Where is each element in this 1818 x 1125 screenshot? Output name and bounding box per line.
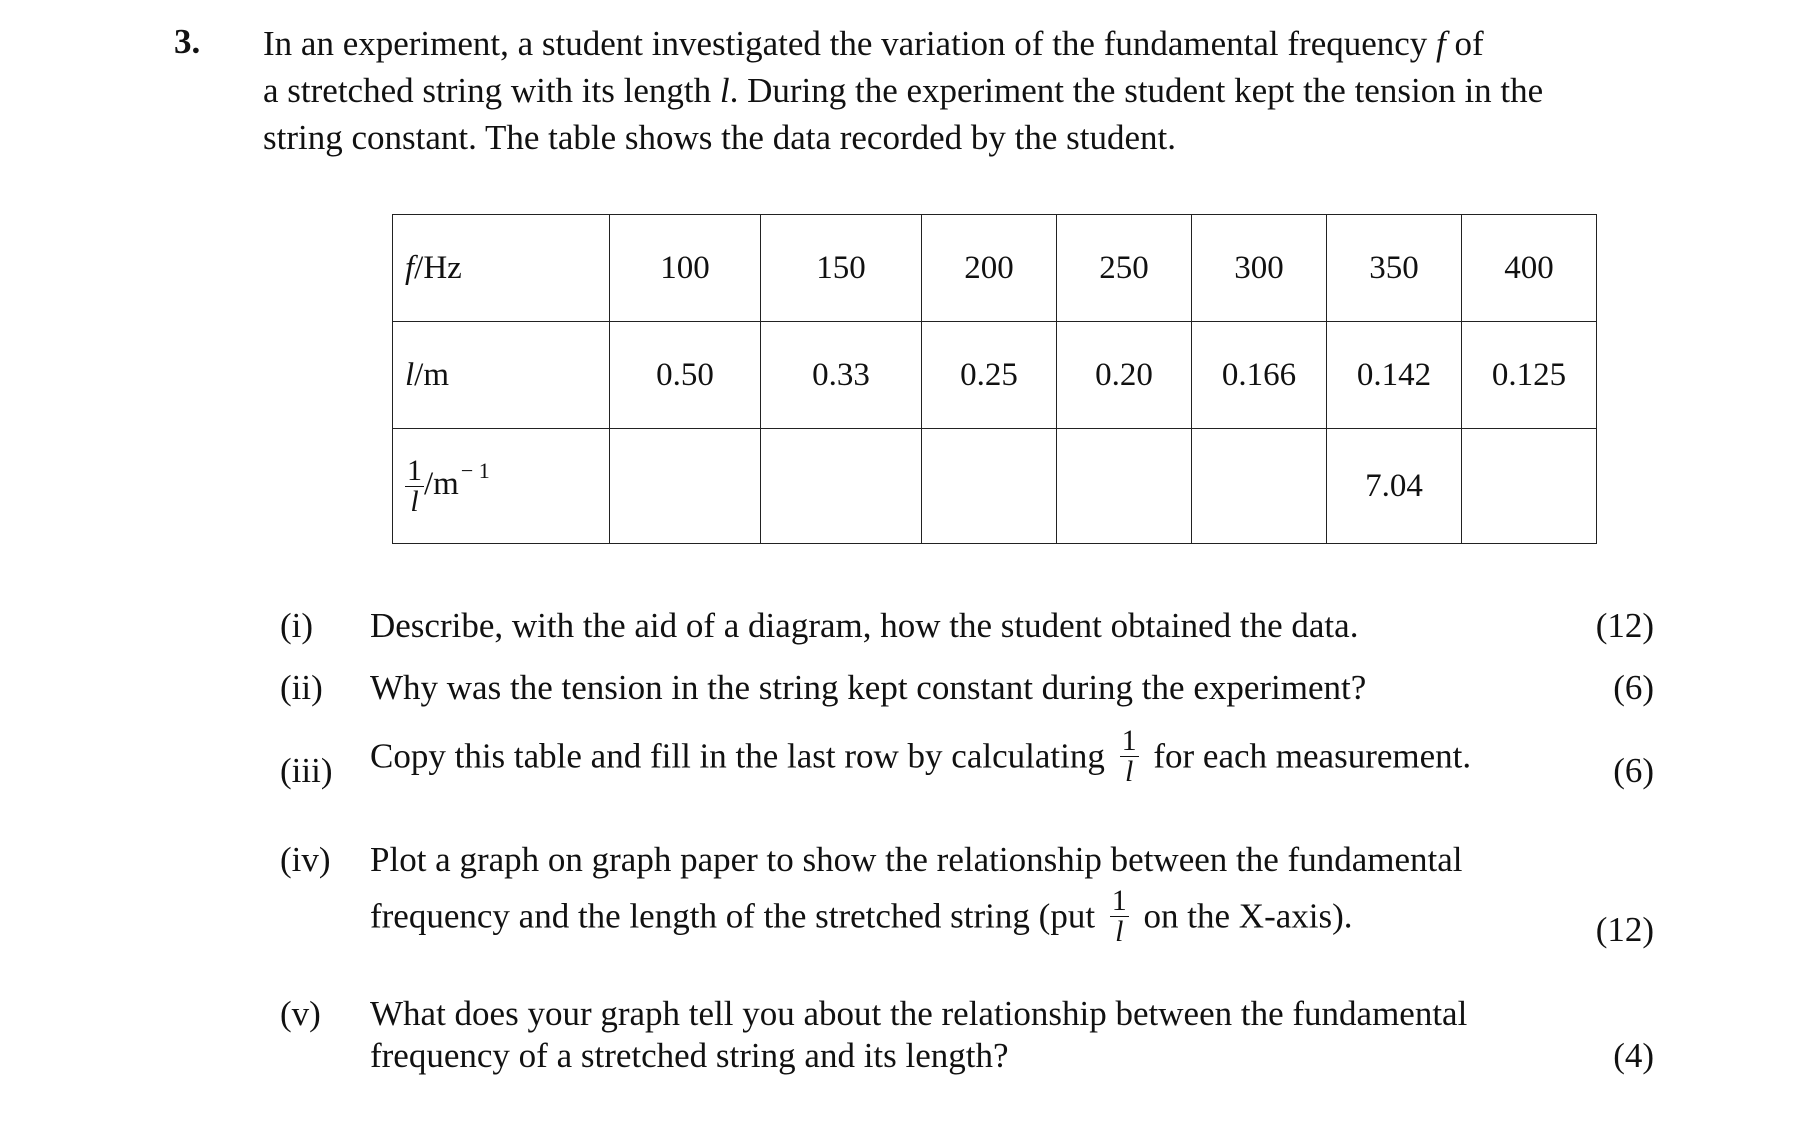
inverse-unit: /m <box>424 465 459 502</box>
part-marks: (12) <box>1595 606 1654 645</box>
table-cell: 200 <box>922 215 1057 322</box>
part-v <box>0 992 1818 1082</box>
frequency-symbol: f <box>1436 24 1446 63</box>
one-over-l-fraction <box>1110 886 1129 947</box>
fraction-numerator: 1 <box>1121 724 1137 757</box>
intro-line-1 <box>263 20 1723 67</box>
question-number: 3. <box>174 22 201 61</box>
table-cell: 350 <box>1327 215 1462 322</box>
part-iv <box>0 838 1818 958</box>
frequency-row <box>393 215 1597 322</box>
part-label: (ii) <box>280 668 323 707</box>
one-over-l-fraction <box>1120 726 1139 787</box>
f-unit: /Hz <box>414 249 462 286</box>
part-text-line-1: What does your graph tell you about the relationship between the fundamental <box>370 994 1468 1033</box>
table-cell <box>922 429 1057 544</box>
l-unit: /m <box>414 356 450 393</box>
part-iii <box>0 726 1818 816</box>
part-text-before: frequency and the length of the stretched string (put <box>370 896 1104 936</box>
inverse-length-row-header <box>393 429 610 544</box>
table-cell <box>610 429 761 544</box>
table-cell: 0.20 <box>1057 322 1192 429</box>
fraction-denominator: l <box>1124 755 1134 788</box>
fraction-denominator: l <box>1115 915 1124 948</box>
table-cell: 400 <box>1462 215 1597 322</box>
unit-exponent: − 1 <box>460 457 490 483</box>
data-table <box>392 214 1597 544</box>
part-marks: (4) <box>1613 1036 1654 1075</box>
table-cell: 0.166 <box>1192 322 1327 429</box>
table-cell: 250 <box>1057 215 1192 322</box>
part-text-line-1: Plot a graph on graph paper to show the relationship between the fundamental <box>370 840 1463 879</box>
table-cell: 0.33 <box>761 322 922 429</box>
part-text-line-2 <box>370 886 1353 947</box>
table-cell: 150 <box>761 215 922 322</box>
one-over-l-fraction <box>405 453 424 518</box>
question-intro <box>263 20 1723 161</box>
intro-line-2-end: . During the experiment the student kept the tension in the <box>729 71 1544 110</box>
table-cell <box>761 429 922 544</box>
part-marks: (12) <box>1595 910 1654 949</box>
l-symbol: l <box>405 356 415 393</box>
part-label: (v) <box>280 994 321 1033</box>
part-text-after: on the X-axis). <box>1134 896 1353 936</box>
table-cell <box>1462 429 1597 544</box>
frequency-row-header <box>393 215 610 322</box>
length-row <box>393 322 1597 429</box>
part-text-before: Copy this table and fill in the last row by calculating <box>370 736 1114 776</box>
intro-line-1-end: of <box>1445 24 1484 63</box>
table-cell: 100 <box>610 215 761 322</box>
part-text-line-2: frequency of a stretched string and its length? <box>370 1036 1009 1075</box>
intro-line-1-text: In an experiment, a student investigated the variation of the fundamental frequency <box>263 24 1437 63</box>
fraction-denominator: l <box>410 484 419 518</box>
part-text <box>370 726 1471 787</box>
table-cell: 0.25 <box>922 322 1057 429</box>
table-cell <box>1057 429 1192 544</box>
f-symbol: f <box>405 249 415 286</box>
table-cell: 0.50 <box>610 322 761 429</box>
inverse-length-row <box>393 429 1597 544</box>
fraction-numerator: 1 <box>407 453 422 487</box>
part-marks: (6) <box>1613 668 1654 707</box>
part-text-after: for each measurement. <box>1144 736 1472 776</box>
intro-line-3: string constant. The table shows the data recorded by the student. <box>263 118 1177 157</box>
length-row-header <box>393 322 610 429</box>
part-label: (iii) <box>280 751 333 790</box>
table-cell: 0.142 <box>1327 322 1462 429</box>
length-symbol: l <box>719 71 730 110</box>
part-label: (iv) <box>280 840 331 879</box>
part-label: (i) <box>280 606 314 645</box>
part-text: Describe, with the aid of a diagram, how the student obtained the data. <box>370 606 1359 645</box>
part-marks: (6) <box>1613 751 1654 790</box>
part-text: Why was the tension in the string kept constant during the experiment? <box>370 668 1367 707</box>
intro-line-2-text: a stretched string with its length <box>263 71 720 110</box>
table-cell: 7.04 <box>1327 429 1462 544</box>
fraction-numerator: 1 <box>1111 884 1127 917</box>
table-cell <box>1192 429 1327 544</box>
table-cell: 300 <box>1192 215 1327 322</box>
table-cell: 0.125 <box>1462 322 1597 429</box>
intro-line-2 <box>263 67 1723 114</box>
